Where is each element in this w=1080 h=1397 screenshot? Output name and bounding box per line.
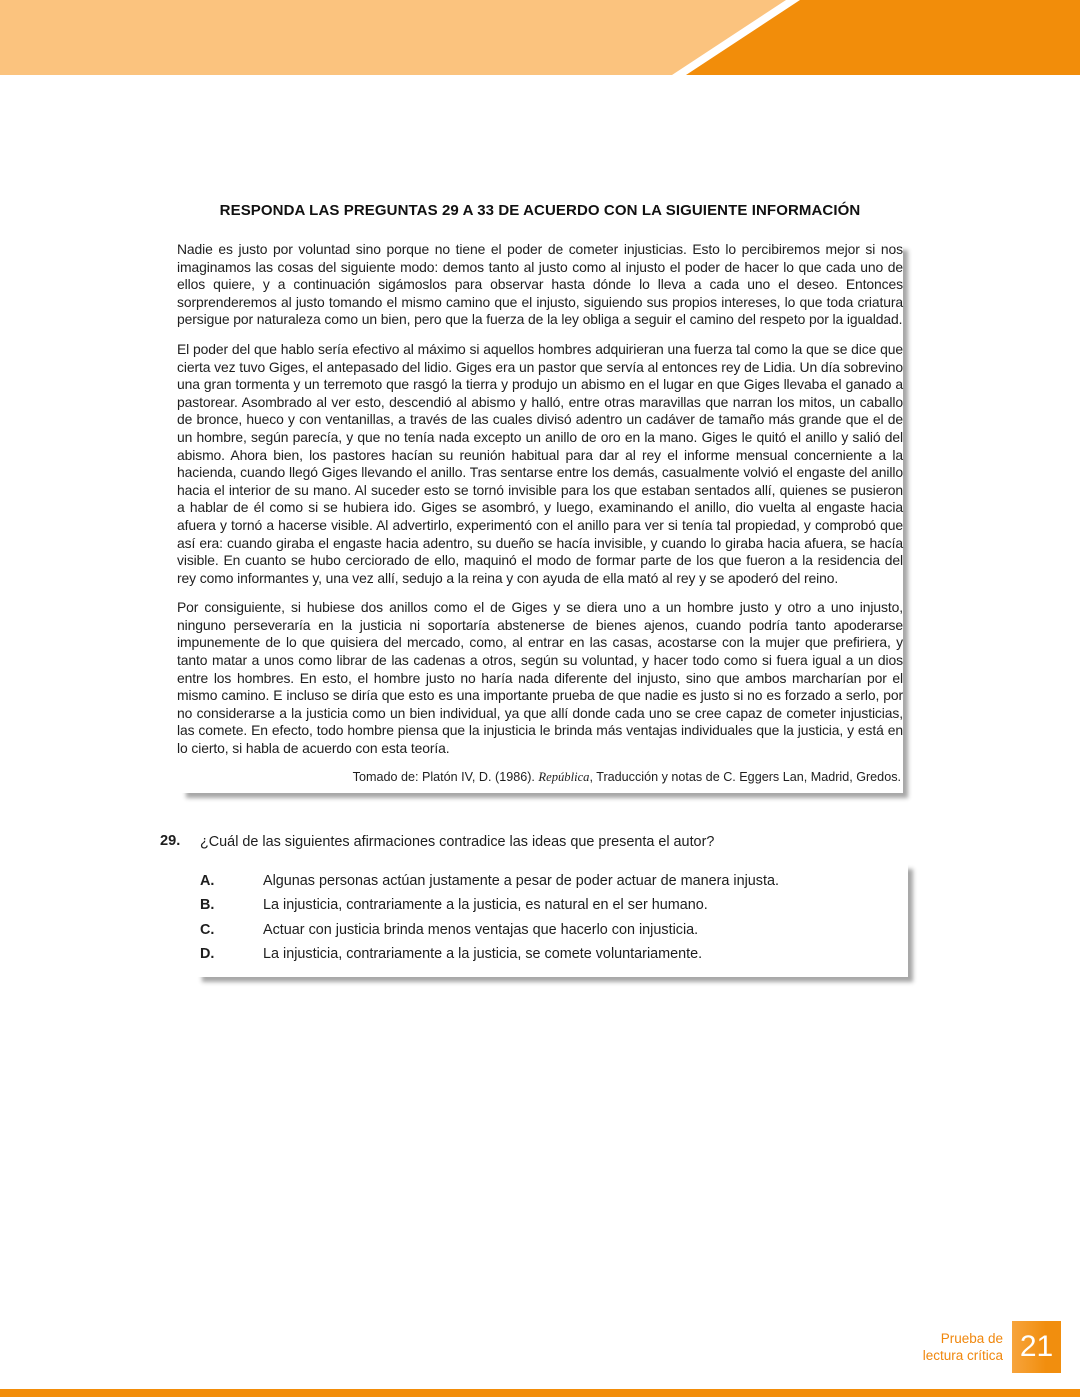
- header-band: [0, 0, 1080, 75]
- option-a-text: Algunas personas actúan justamente a pesar de poder actuar de manera injusta.: [263, 872, 779, 889]
- attribution-prefix: Tomado de: Platón IV, D. (1986).: [352, 769, 539, 784]
- passage-paragraph-1: Nadie es justo por voluntad sino porque no tiene el poder de cometer injusticias. Esto lo percibiremos mejor si nos imaginamos las cosas del siguiente modo: demos tanto al justo como al injusto el poder de hacer lo que cada uno de ellos quiere, y a continuación sigámoslos para observar hasta dónde lo lleva a cada uno el deseo. Entonces sorprenderemos al justo tomando el mismo camino que el injusto, siguiendo sus propios intereses, lo que toda criatura persigue por naturaleza como un bien, pero que la fuerza de la ley obliga a seguir el camino del respeto por la igualdad.: [177, 241, 903, 328]
- option-c: [200, 921, 900, 940]
- page-number: 21: [1019, 1330, 1054, 1363]
- footer-bar: [0, 1389, 1080, 1397]
- header-band-graphic: [0, 0, 1080, 75]
- option-b: [200, 896, 900, 915]
- option-c-text: Actuar con justicia brinda menos ventajas que hacerlo con injusticia.: [263, 921, 699, 938]
- page-content: [0, 202, 1080, 977]
- option-b-text: La injusticia, contrariamente a la justicia, es natural en el ser humano.: [263, 897, 708, 914]
- option-d-text: La injusticia, contrariamente a la justicia, se comete voluntariamente.: [263, 946, 703, 963]
- option-a: [200, 872, 900, 891]
- option-b-letter: B.: [200, 897, 215, 914]
- option-a-letter: A.: [200, 872, 215, 889]
- option-d: [200, 945, 900, 964]
- passage-paragraph-2: El poder del que hablo sería efectivo al máximo si aquellos hombres adquirieran una fuerza tal como la que se dice que cierta vez tuvo Giges, el antepasado del lidio. Giges era un pastor que servía al entonces rey de Lidia. Un día sobrevino una gran tormenta y un terremoto que rasgó la tierra y produjo un abismo en el lugar en que Giges llevaba el ganado a pastorear. Asombrado al ver esto, descendió al abismo y halló, entre otras maravillas que narran los mitos, un caballo de bronce, hueco y con ventanillas, a través de las cuales divisó adentro un cadáver de tamaño más grande que el de un hombre, según parecía, y que no tenía nada excepto un anillo de oro en la mano. Giges le quitó el anillo y salió del abismo. Ahora bien, los pastores hacían su reunión habitual para dar al rey el informe mensual concerniente a la hacienda, cuando llegó Giges llevando el anillo. Tras sentarse entre los demás, casualmente volvió el engaste del anillo hacia el interior de su mano. Al suceder esto se tornó invisible para los que estaban sentados allí, quienes se pusieron a hablar de él como si se hubiera ido. Giges se asombró, y luego, examinando el anillo, dio vuelta al engaste hacia afuera y tornó a hacerse visible. Al advertirlo, experimentó con el anillo para ver si tenía tal propiedad, y comprobó que así era: cuando giraba el engaste hacia adentro, su dueño se hacía invisible, y cuando lo giraba hacia afuera, se hacía visible. En cuanto se hubo cerciorado de ello, maquinó el modo de formar parte de los que fueron a la residencia del rey como informantes y, una vez allí, sedujo a la reina y con ayuda de ella mató al rey y se apoderó del reino.: [177, 340, 903, 586]
- question-text: ¿Cuál de las siguientes afirmaciones contradice las ideas que presenta el autor?: [200, 833, 715, 850]
- question-29: [160, 833, 902, 851]
- attribution-work-title: República: [538, 769, 590, 784]
- passage-attribution: [177, 770, 903, 785]
- test-section-label-line1: Prueba de: [940, 1331, 1003, 1346]
- passage-paragraph-3: Por consiguiente, si hubiese dos anillos como el de Giges y se diera uno a un hombre justo y otro a uno injusto, ninguno perseveraría en la justicia ni soportaría abstenerse de bienes ajenos, cuando podría tanto apoderarse impunemente de lo que quisiera del mercado, como, al entrar en las casas, acostarse con la mujer que prefiriera, y tanto matar a unos como librar de las cadenas a otros, según su voluntad, y hacer todo como si fuera igual a un dios entre los hombres. En esto, el hombre justo no haría nada diferente del injusto, sino que ambos marcharían por el mismo camino. E incluso se diría que esto es una importante prueba de que nadie es justo si no es forzado a serlo, por no considerarse a la justicia como un bien individual, ya que allí donde cada uno se cree capaz de cometer injusticias, las comete. En efecto, todo hombre piensa que la injusticia le brinda más ventajas individuales que la justicia, y está en lo cierto, si habla de acuerdo con esta teoría.: [177, 599, 903, 757]
- passage-box: [177, 241, 903, 793]
- options-box: [193, 860, 908, 977]
- test-section-label-line2: lectura crítica: [922, 1348, 1003, 1363]
- page-number-box: [1012, 1321, 1061, 1373]
- test-section-label: [923, 1330, 1003, 1364]
- attribution-suffix: , Traducción y notas de C. Eggers Lan, Madrid, Gredos.: [589, 769, 901, 784]
- instruction-title: RESPONDA LAS PREGUNTAS 29 A 33 DE ACUERDO CON LA SIGUIENTE INFORMACIÓN: [219, 202, 861, 219]
- option-d-letter: D.: [200, 946, 215, 963]
- question-number: 29.: [160, 832, 181, 849]
- option-c-letter: C.: [200, 921, 215, 938]
